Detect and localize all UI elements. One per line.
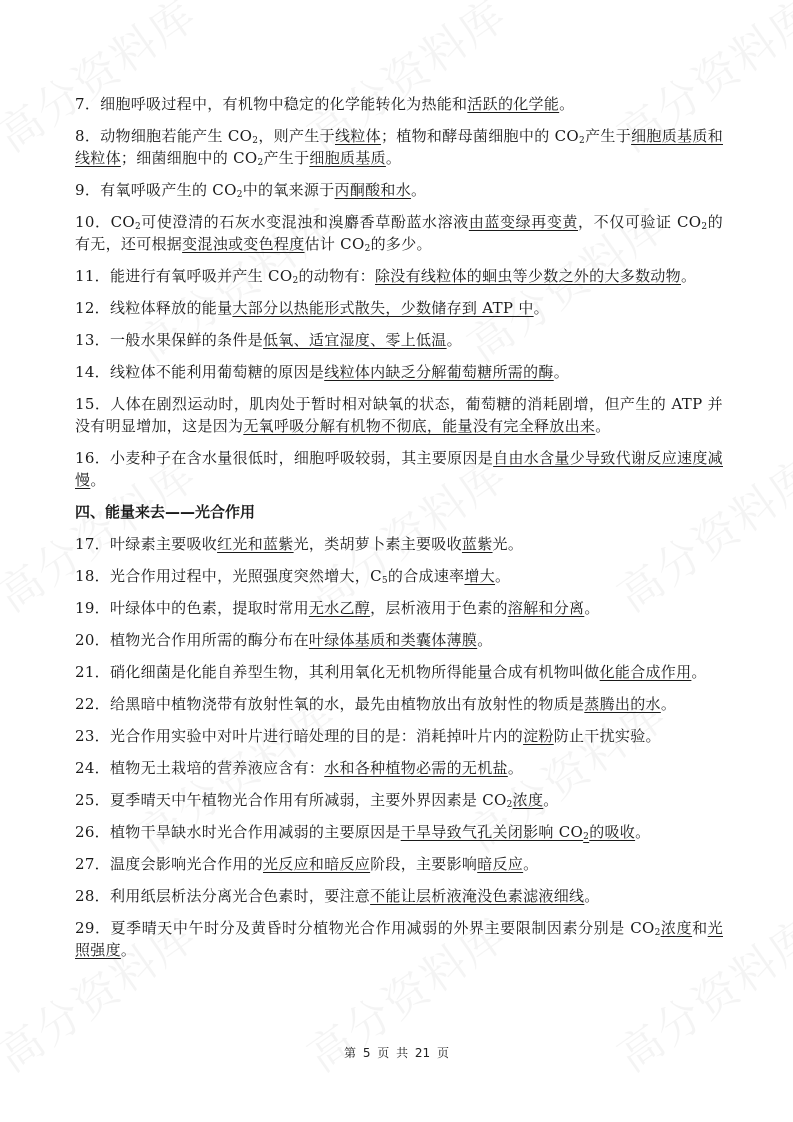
list-item — [75, 725, 723, 747]
item-text: 25．夏季晴天中午植物光合作用有所减弱，主要外界因素是 CO — [75, 791, 507, 809]
list-respiration — [75, 93, 723, 491]
subscript: 2 — [654, 928, 661, 938]
answer-underlined: 浓度 — [660, 919, 693, 937]
list-item — [75, 597, 723, 619]
answer-underlined: 由蓝变绿再变黄 — [468, 213, 579, 231]
answer-underlined: 线粒体内缺乏分解葡萄糖所需的酶 — [324, 363, 554, 381]
item-text: 21．硝化细菌是化能自养型生物，其利用氧化无机物所得能量合成有机物叫做 — [75, 663, 600, 681]
item-text: 10．CO — [75, 213, 135, 231]
item-text: 14．线粒体不能利用葡萄糖的原因是 — [75, 363, 325, 381]
answer-underlined: 光照强度 — [75, 919, 723, 959]
list-item — [75, 265, 723, 287]
item-text: 19．叶绿体中的色素，提取时常用 — [75, 599, 309, 617]
item-text: 产生于 — [263, 149, 310, 167]
list-item — [75, 329, 723, 351]
list-item — [75, 93, 723, 115]
item-text: 。 — [559, 95, 575, 113]
answer-underlined: 增大 — [464, 567, 496, 585]
list-item — [75, 297, 723, 319]
item-text: 。 — [385, 149, 402, 167]
item-text: 28．利用纸层析法分离光合色素时，要注意 — [75, 887, 371, 905]
subscript: 2 — [252, 136, 259, 146]
item-text: 9．有氧呼吸产生的 CO — [75, 181, 237, 199]
item-text: ，层析液用于色素的 — [370, 599, 508, 617]
subscript: 2 — [506, 800, 513, 810]
answer-underlined: 的吸收 — [589, 823, 636, 841]
subscript: 2 — [364, 244, 371, 254]
answer-underlined: 光反应和暗反应 — [263, 855, 371, 873]
list-item — [75, 179, 723, 201]
list-item — [75, 757, 723, 779]
list-item — [75, 533, 723, 555]
item-text: 。 — [584, 887, 600, 905]
item-text: 11．能进行有氧呼吸并产生 CO — [75, 267, 293, 285]
list-item — [75, 361, 723, 383]
item-text: 24．植物无土栽培的营养液应含有： — [75, 759, 325, 777]
item-text: 和 — [692, 919, 708, 937]
item-text: 。 — [90, 471, 106, 489]
item-text: 防止干扰实验。 — [553, 727, 661, 745]
answer-underlined: 自由水含量少导致代谢反应速度减慢 — [75, 449, 723, 489]
item-text: 。 — [635, 823, 651, 841]
answer-underlined: 细胞质基质和线粒体 — [75, 127, 723, 167]
item-text: 估计 CO — [304, 235, 365, 253]
subscript: 2 — [134, 222, 141, 232]
item-text: 29．夏季晴天中午时分及黄昏时分植物光合作用减弱的外界主要限制因素分别是 CO — [75, 919, 655, 937]
subscript: 2 — [579, 136, 586, 146]
answer-underlined: 红光和蓝紫 — [217, 535, 294, 553]
list-item — [75, 125, 723, 169]
item-text: 。 — [681, 267, 697, 285]
subscript: 2 — [701, 222, 708, 232]
list-item — [75, 629, 723, 651]
section-heading: 四、能量来去——光合作用 — [75, 503, 256, 521]
answer-underlined: 水和各种植物必需的无机盐 — [324, 759, 508, 777]
item-text: 的多少。 — [370, 235, 432, 253]
item-text: 16．小麦种子在含水量很低时，细胞呼吸较弱，其主要原因是 — [75, 449, 494, 467]
item-text: 18．光合作用过程中，光照强度突然增大，C — [75, 567, 382, 585]
item-text: 13．一般水果保鲜的条件是 — [75, 331, 263, 349]
item-text: 。 — [477, 631, 493, 649]
item-text: 的动物有： — [298, 267, 375, 285]
item-text: 。 — [660, 695, 677, 713]
item-text: 。 — [553, 363, 570, 381]
subscript: 2 — [236, 190, 243, 200]
document-body — [75, 93, 723, 971]
item-text: 。 — [411, 181, 427, 199]
item-text: ，则产生于 — [258, 127, 335, 145]
item-text: 22．给黑暗中植物浇带有放射性氧的水，最先由植物放出有放射性的物质是 — [75, 695, 585, 713]
item-text: ；植物和酵母菌细胞中的 CO — [380, 127, 580, 145]
list-item — [75, 821, 723, 843]
item-text: 。 — [495, 567, 511, 585]
answer-underlined: 浓度 — [512, 791, 544, 809]
item-text: 的合成速率 — [387, 567, 465, 585]
answer-underlined: 除没有线粒体的蛔虫等少数之外的大多数动物 — [374, 267, 681, 285]
list-item — [75, 661, 723, 683]
item-text: ，不仅可验证 CO — [578, 213, 702, 231]
list-item — [75, 885, 723, 907]
list-item — [75, 853, 723, 875]
answer-underlined: 线粒体 — [334, 127, 381, 145]
item-text: 。 — [523, 855, 539, 873]
answer-underlined: 无氧呼吸分解有机物不彻底，能量没有完全释放出来 — [243, 417, 596, 435]
answer-underlined: 叶绿体基质和类囊体薄膜 — [308, 631, 478, 649]
answer-underlined: 不能让层析液淹没色素滤液细线 — [370, 887, 585, 905]
item-text: 23．光合作用实验中对叶片进行暗处理的目的是：消耗掉叶片内的 — [75, 727, 524, 745]
item-text: 12．线粒体释放的能量 — [75, 299, 233, 317]
answer-underlined: 丙酮酸和水 — [334, 181, 412, 199]
item-text: 可使澄清的石灰水变混浊和溴麝香草酚蓝水溶液 — [141, 213, 469, 231]
item-text: 20．植物光合作用所需的酶分布在 — [75, 631, 309, 649]
item-text: 。 — [691, 663, 707, 681]
item-text: 产生于 — [585, 127, 632, 145]
subscript: 2 — [583, 832, 590, 842]
answer-underlined: 细胞质基质 — [309, 149, 386, 167]
item-text: 。 — [507, 759, 524, 777]
answer-underlined: 干旱导致气孔关闭影响 CO — [400, 823, 584, 841]
answer-underlined: 淀粉 — [523, 727, 554, 745]
item-text: 。 — [584, 599, 600, 617]
item-text: 。 — [543, 791, 559, 809]
answer-underlined: 变混浊或变色程度 — [182, 235, 305, 253]
list-item — [75, 393, 723, 437]
item-text: 8．动物细胞若能产生 CO — [75, 127, 253, 145]
item-text: 。 — [595, 417, 611, 435]
item-text: 中的氧来源于 — [242, 181, 335, 199]
subscript: 2 — [292, 276, 299, 286]
item-text: 光，类胡萝卜素主要吸收 — [293, 535, 462, 553]
answer-underlined: 暗反应 — [477, 855, 524, 873]
item-text: 7．细胞呼吸过程中，有机物中稳定的化学能转化为热能和 — [75, 95, 468, 113]
page-footer: 第 5 页 共 21 页 — [344, 1046, 449, 1060]
item-text: 光。 — [492, 535, 524, 553]
item-text: 。 — [120, 941, 137, 959]
item-text: 阶段，主要影响 — [370, 855, 478, 873]
item-text: 26．植物干旱缺水时光合作用减弱的主要原因是 — [75, 823, 401, 841]
answer-underlined: 蒸腾出的水 — [584, 695, 661, 713]
list-item — [75, 917, 723, 961]
answer-underlined: 活跃的化学能 — [467, 95, 560, 113]
item-text: 。 — [533, 299, 549, 317]
list-item — [75, 211, 723, 255]
list-item — [75, 447, 723, 491]
subscript: 2 — [257, 158, 264, 168]
item-text: 17．叶绿素主要吸收 — [75, 535, 218, 553]
item-text: 27．温度会影响光合作用的 — [75, 855, 263, 873]
answer-underlined: 化能合成作用 — [599, 663, 692, 681]
item-text: 。 — [446, 331, 462, 349]
subscript: 5 — [381, 576, 388, 586]
item-text: 15．人体在剧烈运动时，肌肉处于暂时相对缺氧的状态，葡萄糖的消耗剧增，但产生的 ATP 并没有明显增加，这是因为 — [75, 395, 723, 435]
list-item — [75, 565, 723, 587]
answer-underlined: 溶解和分离 — [507, 599, 585, 617]
list-photosynthesis — [75, 533, 723, 961]
answer-underlined: 低氧、适宜湿度、零上低温 — [263, 331, 447, 349]
list-item — [75, 789, 723, 811]
item-text: ；细菌细胞中的 CO — [120, 149, 258, 167]
answer-underlined: 蓝紫 — [461, 535, 493, 553]
list-item — [75, 693, 723, 715]
answer-underlined: 大部分以热能形式散失，少数储存到 ATP 中 — [232, 299, 534, 317]
answer-underlined: 无水乙醇 — [308, 599, 371, 617]
item-text: 的有无，还可根据 — [75, 213, 723, 253]
